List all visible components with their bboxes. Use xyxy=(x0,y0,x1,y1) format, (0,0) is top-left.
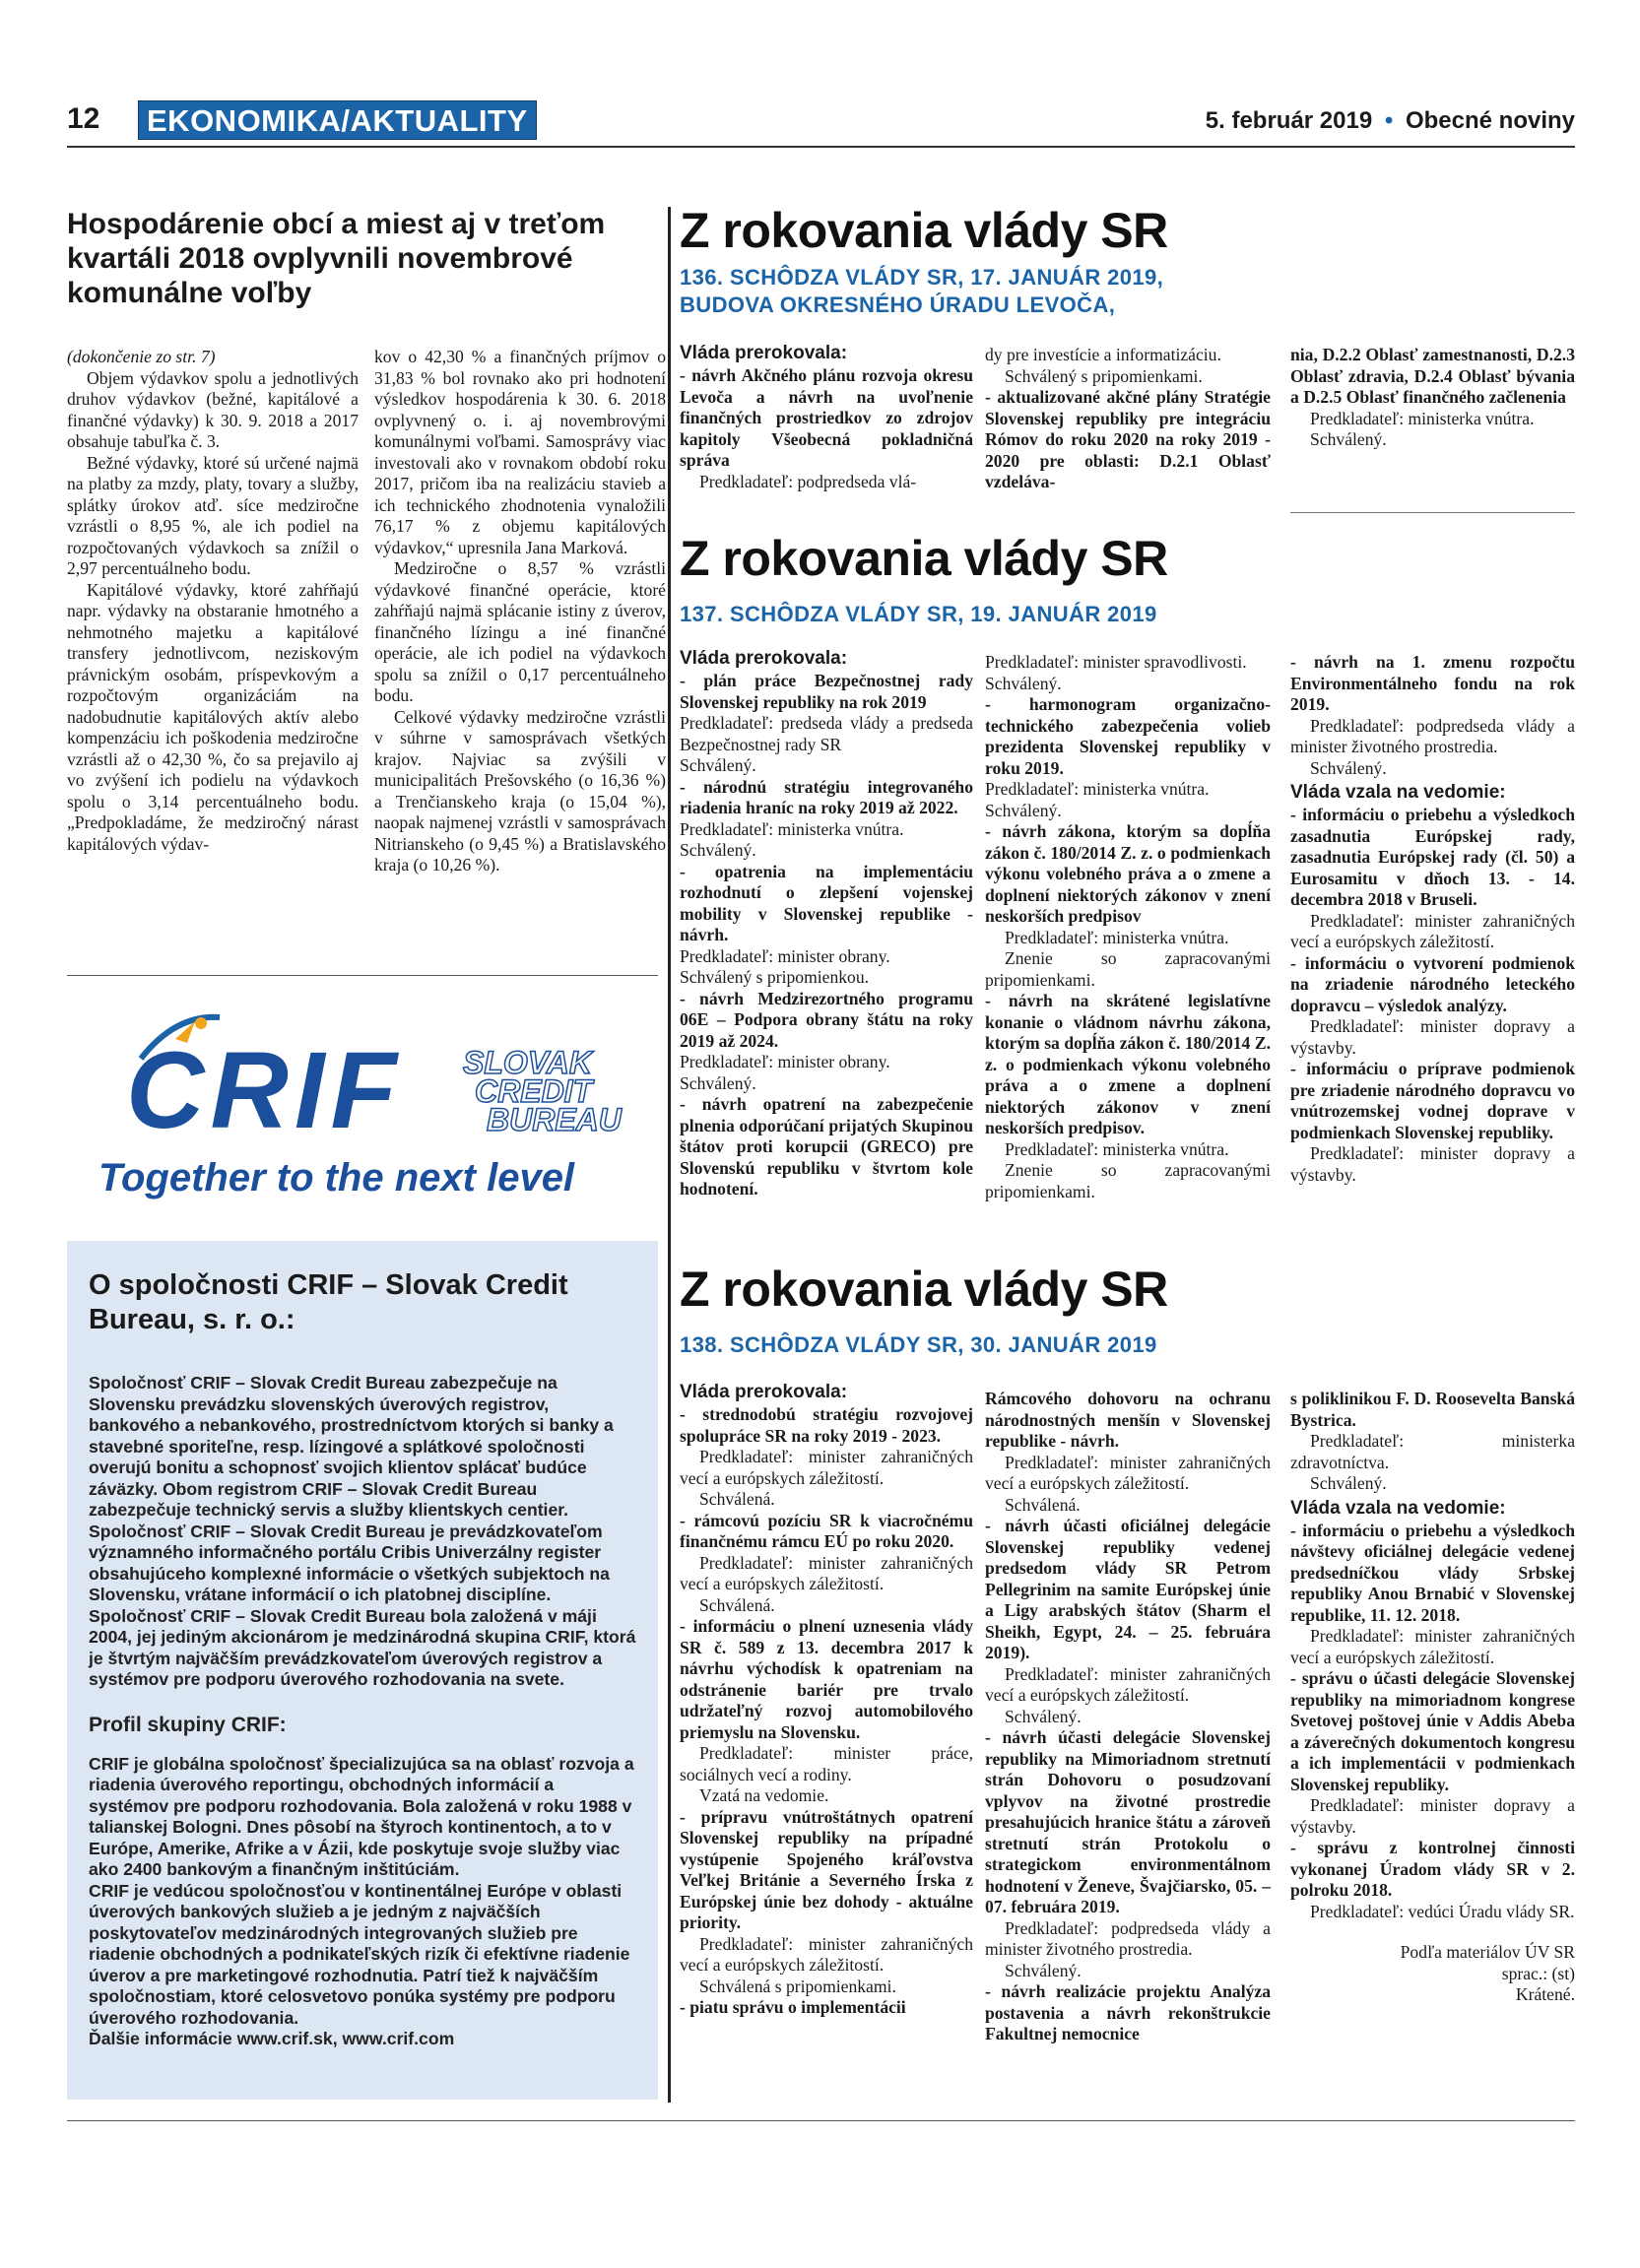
page-number: 12 xyxy=(67,102,100,135)
crif-ad xyxy=(89,1009,640,1216)
agenda-note: Predkladateľ: ministerka vnútra. xyxy=(985,779,1210,799)
session-137-title: Z rokovania vlády SR xyxy=(680,531,1168,586)
article-col-2 xyxy=(374,347,666,876)
agenda-note: Schválený. xyxy=(985,800,1062,820)
agenda-note: Predkladateľ: ministerka vnútra. xyxy=(1005,927,1229,947)
paragraph: Bežné výdavky, ktoré sú určené najmä na platby za mzdy, platy, tovary a služby, splátky úrokov atď. síce medziročne vzrástli o 8,95 %, ale ich podiel na rozpočtovaných výdavkoch sa znížil o 2,97 percentuálneho bodu. xyxy=(67,452,359,578)
s137-col-2 xyxy=(985,652,1271,1202)
paragraph: kov o 42,30 % a finančných príjmov o 31,83 % bol rovnako ako pri hodnotení výsledkov hospodárenia k 30. 6. 2018 ovplyvnený o. i. aj novembrovými komunálnymi voľbami. Samosprávy viac investovali ako v rovnakom období roku 2017, pričom iba na realizáciu stavieb a ich technického zhodnotenia vynaložili 76,17 % z objemu kapitálových výdavkov,“ upresnila Jana Marková. xyxy=(374,347,666,557)
s138-col-1 xyxy=(680,1379,973,2019)
agenda-list xyxy=(985,652,1271,1202)
agenda-list xyxy=(1290,1389,1575,1922)
s136-col-2 xyxy=(985,345,1271,493)
s137-col-3 xyxy=(1290,652,1575,1186)
session-138-title: Z rokovania vlády SR xyxy=(680,1262,1168,1317)
agenda-note: Predkladateľ: minister zahraničných vecí a európskych záležitostí. xyxy=(1290,910,1575,951)
logo-line: CREDIT xyxy=(475,1073,593,1109)
agenda-note: Predkladateľ: ministerka zdravotníctva. xyxy=(1290,1431,1575,1472)
s138-col-2 xyxy=(985,1389,1271,2045)
agenda-item: - harmonogram organizačno-technického zabezpečenia volieb prezidenta Slovenskej republiky v roku 2019. xyxy=(985,694,1271,778)
agenda-note: Predkladateľ: podpredseda vlá- xyxy=(699,471,917,491)
session-136-subtitle xyxy=(680,264,1163,319)
header-rule xyxy=(67,146,1575,148)
agenda-note: Predkladateľ: minister zahraničných vecí a európskych záležitostí. xyxy=(1290,1626,1575,1667)
agenda-item: - návrh na 1. zmenu rozpočtu Environmentálneho fondu na rok 2019. xyxy=(1290,652,1575,714)
agenda-item: Rámcového dohovoru na ochranu národnostných menšín v Slovenskej republike - návrh. xyxy=(985,1389,1271,1451)
agenda-item: - národnú stratégiu integrovaného riadenia hraníc na roky 2019 až 2022. xyxy=(680,776,973,817)
agenda-note: Schválený. xyxy=(985,673,1062,693)
agenda-list xyxy=(985,1389,1271,2045)
agenda-item: - aktualizované akčné plány Stratégie Slovenskej republiky pre integráciu Rómov do roku 2020 na roky 2019 - 2020 pre oblasti: D.2.1 Oblasť vzdeláva- xyxy=(985,387,1271,491)
agenda-note: Schválený. xyxy=(680,1072,756,1093)
session-136-title: Z rokovania vlády SR xyxy=(680,203,1168,258)
agenda-note: Predkladateľ: minister spravodlivosti. xyxy=(985,652,1247,672)
agenda-heading: Vláda prerokovala: xyxy=(680,343,848,363)
agenda-note: Predkladateľ: vedúci Úradu vlády SR. xyxy=(1310,1901,1575,1921)
agenda-note: Schválený. xyxy=(680,755,756,775)
agenda-item: - informáciu o vytvorení podmienok na zriadenie národného leteckého dopravcu – výsledok analýzy. xyxy=(1290,952,1575,1015)
continuation-note: (dokončenie zo str. 7) xyxy=(67,347,216,366)
agenda-note: Schválený s pripomienkou. xyxy=(680,967,870,987)
agenda-item: - opatrenia na implementáciu rozhodnutí o zlepšení vojenskej mobility v Slovenskej republike - návrh. xyxy=(680,861,973,944)
subtitle-line: BUDOVA OKRESNÉHO ÚRADU LEVOČA, xyxy=(680,292,1116,317)
agenda-note: Predkladateľ: minister zahraničných vecí a európskych záležitostí. xyxy=(680,1933,973,1975)
paragraph: Kapitálové výdavky, ktoré zahŕňajú napr. výdavky na obstaranie hmotného a nehmotného majetku a kapitálové transfery jednotlivcom, neziskovým právnickým osobám, príspevkovým a rozpočtovým organizáciám na nadobudnutie kapitálových aktív alebo kompenzáciu ich poškodenia medziročne vzrástli až o 42,30 %, čo sa prejavilo aj vo zvýšení ich podielu na výdavkoch spolu o 3,14 percentuálneho bodu. „Predpokladáme, že medziročný nárast kapitálových výdav- xyxy=(67,579,359,854)
article-col-1 xyxy=(67,347,359,855)
source-note: Podľa materiálov ÚV SR xyxy=(1400,1942,1575,1962)
agenda-note: Predkladateľ: predseda vlády a predseda Bezpečnostnej rady SR xyxy=(680,713,973,754)
s137-col-1 xyxy=(680,645,973,1200)
paragraph: Celkové výdavky medziročne vzrástli v súhrne v samosprávach všetkých krajov. Najviac sa zvýšili v municipalitách Prešovského (o 16,36 %) a Trenčianskeho kraja (o 15,04 %), naopak najmenej vzrástli v samosprávach Nitrianskeho (o 9,45 %) a Bratislavského kraja (o 10,26 %). xyxy=(374,706,666,875)
agenda-note: Predkladateľ: minister dopravy a výstavby. xyxy=(1290,1016,1575,1058)
subtitle-line: 136. SCHÔDZA VLÁDY SR, 17. JANUÁR 2019, xyxy=(680,265,1164,290)
issue-info xyxy=(1206,106,1575,136)
box-subtitle: Profil skupiny CRIF: xyxy=(89,1713,287,1736)
agenda-item: - strednodobú stratégiu rozvojovej spolupráce SR na roky 2019 - 2023. xyxy=(680,1404,973,1446)
abridged-note: Krátené. xyxy=(1515,1984,1575,2004)
paragraph: Medziročne o 8,57 % vzrástli výdavkové finančné operácie, ktoré zahŕňajú najmä splácanie istiny z úverov, finančného lízingu a iné finančné operácie, ale ich podiel na výdavkoch spolu sa znížil o 0,17 percentuálneho bodu. xyxy=(374,558,666,705)
agenda-note: Schválený. xyxy=(1310,1473,1387,1493)
newspaper-name: Obecné noviny xyxy=(1405,107,1575,134)
agenda-note: Schválená. xyxy=(699,1489,775,1509)
agenda-note: Schválený. xyxy=(1005,1960,1082,1980)
agenda-item: - informáciu o priebehu a výsledkoch zasadnutia Európskej rady, zasadnutia Európskej rady (čl. 50) a Eurosamitu v dňoch 13. - 14. decembra 2018 v Bruseli. xyxy=(1290,805,1575,909)
box-paragraph: CRIF je vedúcou spoločnosťou v kontinentálnej Európe v oblasti úverových bankových služieb a je jedným z najväčších poskytovateľov medzinárodných integrovaných služieb pre riadenie obchodných a podnikateľských rizík či efektívne riadenie úverov a pre marketingové rozhodnutia. Patrí tiež k najväčším spoločnostiam, ktoré celosvetovo ponúka systémy pre podporu úverového rozhodovania. xyxy=(89,1880,630,2028)
agenda-note: Predkladateľ: minister dopravy a výstavby. xyxy=(1290,1143,1575,1185)
agenda-note: Schválená s pripomienkami. xyxy=(699,1976,896,1996)
agenda-note: Predkladateľ: minister zahraničných vecí a európskych záležitostí. xyxy=(680,1552,973,1593)
agenda-note: Schválený. xyxy=(1310,757,1387,778)
logo-line: BUREAU xyxy=(487,1102,622,1137)
agenda-note: Predkladateľ: minister dopravy a výstavby. xyxy=(1290,1795,1575,1837)
agenda-item: - návrh zákona, ktorým sa dopĺňa zákon č. 180/2014 Z. z. o podmienkach výkonu volebného práva a o zmene a doplnení niektorých zákonov v znení neskorších predpisov xyxy=(985,821,1271,926)
agenda-item: - návrh opatrení na zabezpečenie plnenia odporúčaní prijatých Skupinou štátov proti korupcii (GRECO) pre Slovenskú republiku v štvrtom kole hodnotení. xyxy=(680,1094,973,1199)
crif-logo-subtext xyxy=(463,1045,622,1137)
s136-col-3 xyxy=(1290,345,1575,451)
agenda-item: - návrh na skrátené legislatívne konanie o vládnom návrhu zákona, ktorým sa dopĺňa zákon č. 180/2014 Z. z. o podmienkach výkonu volebného práva a o zmene a doplnení niektorých zákonov v znení neskorších predpisov. xyxy=(985,991,1271,1137)
agenda-note: Schválený. xyxy=(1310,429,1387,449)
session-rule xyxy=(1290,512,1575,513)
agenda-list xyxy=(680,671,973,1200)
agenda-note: Vzatá na vedomie. xyxy=(699,1785,829,1805)
bottom-rule xyxy=(67,2120,1575,2121)
box-paragraph: Spoločnosť CRIF – Slovak Credit Bureau bola založená v máji 2004, jej jediným akcionárom je medzinárodná skupina CRIF, ktorá je štvrtým najväčším prevádzkovateľom úverových registrov a systémov pre podporu úverového rozhodovania na svete. xyxy=(89,1605,636,1689)
agenda-note: Predkladateľ: ministerka vnútra. xyxy=(680,818,904,839)
agenda-list xyxy=(680,1404,973,2019)
agenda-heading: Vláda vzala na vedomie: xyxy=(1290,782,1506,803)
box-paragraph: Spoločnosť CRIF – Slovak Credit Bureau zabezpečuje na Slovensku prevádzku slovenských úverových registrov, bankového a nebankového, prostredníctvom ktorých si banky a stavebné sporiteľne, resp. lízingové a splátkové spoločnosti overujú bonitu a schopnosť svojich klientov splácať budúce záväzky. Obom registrom CRIF – Slovak Credit Bureau zabezpečuje technický servis a služby klientskych centier. Spoločnosť CRIF – Slovak Credit Bureau je prevádzkovateľom významného informačného portálu Cribis Univerzálny register obsahujúceho komplexné informácie o všetkých subjektoch na Slovensku, vrátane informácií o ich platobnej disciplíne. xyxy=(89,1373,614,1604)
box-paragraph: CRIF je globálna spoločnosť špecializujúca sa na oblasť rozvoja a riadenia úverového reportingu, obchodných informácií a systémov pre podporu rozhodovania. Bola založená v roku 1988 v talianskej Bologni. Dnes pôsobí na štyroch kontinentoch, a to v Európe, Amerike, Afrike a v Ázii, kde poskytuje svoje služby viac ako 2400 bankovým a finančným inštitúciám. xyxy=(89,1753,634,1879)
agenda-list xyxy=(1290,652,1575,1186)
agenda-note: Znenie so zapracovanými pripomienkami. xyxy=(985,948,1271,990)
agenda-note: Schválený. xyxy=(1005,1706,1082,1726)
agenda-heading: Vláda vzala na vedomie: xyxy=(1290,1497,1506,1519)
agenda-item: nia, D.2.2 Oblasť zamestnanosti, D.2.3 Oblasť zdravia, D.2.4 Oblasť bývania a D.2.5 Oblasť finančného začlenenia xyxy=(1290,345,1575,407)
agenda-item: - návrh realizácie projektu Analýza postavenia a návrh rekonštrukcie Fakultnej nemocnice xyxy=(985,1981,1271,2043)
session-138-subtitle: 138. SCHÔDZA VLÁDY SR, 30. JANUÁR 2019 xyxy=(680,1332,1157,1357)
agenda-item: - prípravu vnútroštátnych opatrení Slovenskej republiky na prípadné vystúpenie Spojeného kráľovstva Veľkej Británie a Severného Írska z Európskej únie bez dohody - aktuálne priority. xyxy=(680,1806,973,1932)
section-label: EKONOMIKA/AKTUALITY xyxy=(138,100,537,140)
agenda-item: - informáciu o plnení uznesenia vlády SR č. 589 z 13. decembra 2017 k návrhu východísk k opatreniam na odstránenie bariér pre trvalo udržateľný rozvoj automobilového priemyslu na Slovensku. xyxy=(680,1616,973,1742)
agenda-heading: Vláda prerokovala: xyxy=(680,648,848,669)
agenda-item: - informáciu o príprave podmienok pre zriadenie národného dopravcu vo vnútrozemskej vodnej doprave v podmienkach Slovenskej republiky. xyxy=(1290,1059,1575,1142)
agenda-item: - návrh Medzirezortného programu 06E – Podpora obrany štátu na roky 2019 až 2024. xyxy=(680,988,973,1051)
agenda-note: Predkladateľ: ministerka vnútra. xyxy=(1005,1138,1229,1159)
agenda-item: - rámcovú pozíciu SR k viacročnému finančnému rámcu EÚ po roku 2020. xyxy=(680,1510,973,1551)
article-title: Hospodárenie obcí a miest aj v treťom kvartáli 2018 ovplyvnili novembrové komunálne voľby xyxy=(67,208,606,309)
article-rule xyxy=(67,975,658,976)
s136-col-1 xyxy=(680,340,973,492)
agenda-note: Predkladateľ: minister zahraničných vecí a európskych záležitostí. xyxy=(985,1452,1271,1493)
issue-date: 5. február 2019 xyxy=(1205,107,1373,134)
agenda-note: Predkladateľ: podpredseda vlády a minister životného prostredia. xyxy=(1290,715,1575,756)
agenda-note: Predkladateľ: minister obrany. xyxy=(680,1052,890,1071)
agenda-note: dy pre investície a informatizáciu. xyxy=(985,345,1221,364)
box-paragraph: Ďalšie informácie www.crif.sk, www.crif.com xyxy=(89,2029,455,2048)
agenda-note: Predkladateľ: minister zahraničných vecí a európskych záležitostí. xyxy=(985,1663,1271,1705)
agenda-item: - správu z kontrolnej činnosti vykonanej Úradom vlády SR v 2. polroku 2018. xyxy=(1290,1838,1575,1900)
agenda-note: Predkladateľ: minister obrany. xyxy=(680,945,890,966)
crif-slogan: Together to the next level xyxy=(98,1156,575,1199)
box-title: O spoločnosti CRIF – Slovak Credit Bureau, s. r. o.: xyxy=(89,1269,568,1335)
agenda-note: Znenie so zapracovanými pripomienkami. xyxy=(985,1160,1271,1201)
agenda-note: Predkladateľ: minister práce, sociálnych vecí a rodiny. xyxy=(680,1743,973,1784)
paragraph: Objem výdavkov spolu a jednotlivých druhov výdavkov (bežné, kapitálové a finančné výdavky) k 30. 9. 2018 a 2017 obsahuje tabuľka č. 3. xyxy=(67,367,359,451)
crif-info-box xyxy=(67,1241,658,2100)
column-divider xyxy=(668,207,671,2103)
agenda-item: - návrh účasti delegácie Slovenskej republiky na Mimoriadnom stretnutí strán Dohovoru o posudzovaní vplyvov na životné prostredie presahujúcich hranice štátu a zároveň stretnutí strán Protokolu o strategickom environmentálnom hodnotení v Ženeve, Švajčiarsko, 05. – 07. februára 2019. xyxy=(985,1727,1271,1916)
agenda-note: Predkladateľ: minister zahraničných vecí a európskych záležitostí. xyxy=(680,1447,973,1488)
agenda-note: Schválený. xyxy=(680,840,756,860)
agenda-item: - plán práce Bezpečnostnej rady Slovenskej republiky na rok 2019 xyxy=(680,671,973,712)
agenda-heading: Vláda prerokovala: xyxy=(680,1382,848,1402)
session-137-subtitle: 137. SCHÔDZA VLÁDY SR, 19. JANUÁR 2019 xyxy=(680,602,1157,626)
separator-dot: • xyxy=(1384,107,1394,134)
s138-col-3 xyxy=(1290,1389,1575,2006)
agenda-item: - piatu správu o implementácii xyxy=(680,1997,906,2017)
agenda-item: s poliklinikou F. D. Roosevelta Banská Bystrica. xyxy=(1290,1389,1575,1430)
agenda-note: Schválená. xyxy=(1005,1494,1081,1515)
agenda-item: - informáciu o priebehu a výsledkoch návštevy oficiálnej delegácie vedenej predsedníčkou vlády Srbskej republiky Anou Brnabić v Slovenskej republike, 11. 12. 2018. xyxy=(1290,1520,1575,1625)
box-text xyxy=(89,1373,636,2050)
agenda-note: Predkladateľ: podpredseda vlády a minister životného prostredia. xyxy=(985,1917,1271,1959)
agenda-note: Schválený s pripomienkami. xyxy=(1005,365,1203,386)
agenda-note: Schválená. xyxy=(699,1594,775,1615)
agenda-item: - návrh účasti oficiálnej delegácie Slovenskej republiky vedenej predsedom vlády SR Petrom Pellegrinim na samite Európskej únie a Ligy arabských štátov (Sharm el Sheikh, Egypt, 24. – 25. februára 2019). xyxy=(985,1516,1271,1662)
agenda-item: - návrh Akčného plánu rozvoja okresu Levoča a návrh na uvoľnenie finančných prostriedkov zo zdrojov kapitoly Všeobecná pokladničná správa xyxy=(680,365,973,470)
crif-logo-text: CRIF xyxy=(126,1030,403,1151)
agenda-note: Predkladateľ: ministerka vnútra. xyxy=(1310,408,1535,428)
editor-note: sprac.: (st) xyxy=(1501,1963,1575,1983)
agenda-item: - správu o účasti delegácie Slovenskej republiky na mimoriadnom kongrese Svetovej poštovej únie v Addis Abeba a záverečných dokumentoch kongresu a ich implementácii v podmienkach Slovenskej republiky. xyxy=(1290,1668,1575,1794)
logo-line: SLOVAK xyxy=(463,1045,592,1080)
